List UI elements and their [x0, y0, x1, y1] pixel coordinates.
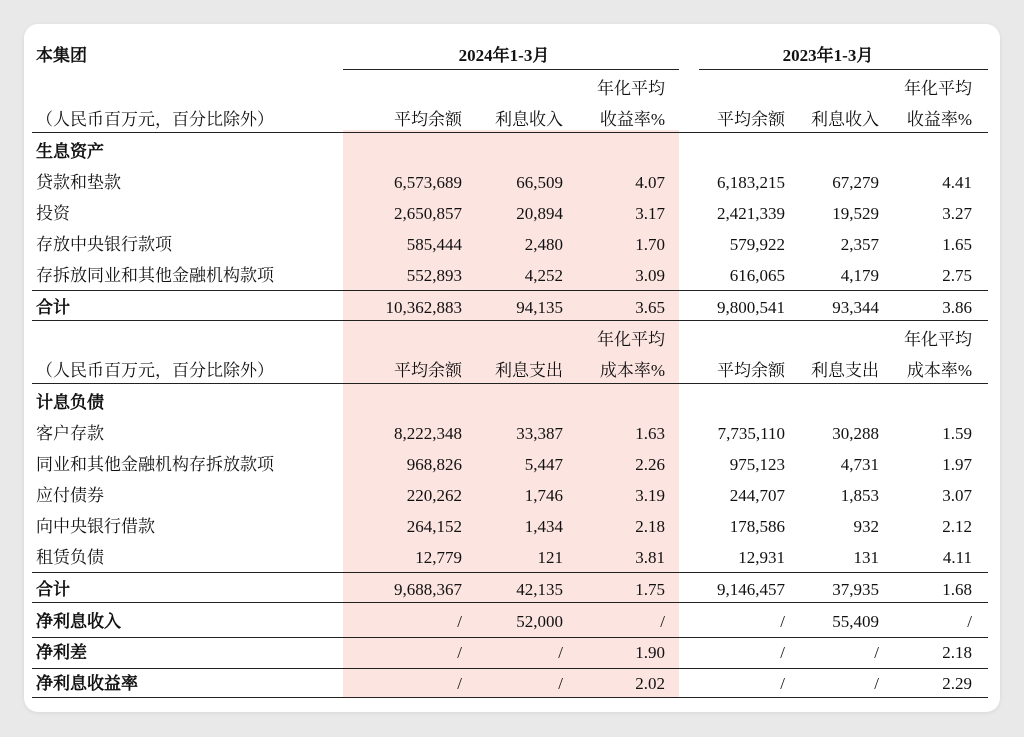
col-header: 平均余额	[394, 361, 462, 380]
col-header: 收益率%	[906, 110, 972, 129]
row-label: 存放中央银行款项	[36, 235, 172, 254]
cell-value: 975,123	[729, 455, 785, 474]
col-header: 利息收入	[495, 110, 563, 129]
cell-value: 33,387	[516, 424, 563, 443]
cell-value: 932	[853, 517, 879, 536]
cell-value: /	[660, 612, 665, 631]
cell-value: 12,931	[738, 548, 785, 567]
cell-value: 30,288	[832, 424, 879, 443]
cell-value: /	[558, 674, 563, 693]
cell-value: 94,135	[516, 298, 563, 317]
cell-value: 52,000	[516, 612, 563, 631]
rule-line	[699, 69, 988, 70]
cell-value: 3.09	[635, 266, 665, 285]
cell-value: 552,893	[406, 266, 462, 285]
cell-value: 67,279	[832, 173, 879, 192]
cell-value: 220,262	[406, 486, 462, 505]
rule-line	[32, 383, 988, 384]
row-label: 向中央银行借款	[36, 517, 155, 536]
cell-value: 4,731	[840, 455, 879, 474]
col-header: 年化平均	[904, 330, 972, 349]
col-header: 利息支出	[811, 361, 879, 380]
cell-value: /	[780, 674, 785, 693]
cell-value: 1.70	[635, 235, 665, 254]
cell-value: 1.75	[635, 580, 665, 599]
col-header: 平均余额	[717, 110, 785, 129]
row-label: 合计	[36, 580, 70, 599]
cell-value: 244,707	[729, 486, 785, 505]
rule-line	[343, 69, 679, 70]
cell-value: 3.81	[635, 548, 665, 567]
cell-value: 6,573,689	[394, 173, 462, 192]
rule-line	[32, 697, 988, 698]
row-label: 净利息收入	[36, 612, 121, 631]
cell-value: 2.75	[942, 266, 972, 285]
cell-value: 2.12	[942, 517, 972, 536]
cell-value: 9,146,457	[717, 580, 785, 599]
cell-value: 1.65	[942, 235, 972, 254]
col-header: 收益率%	[599, 110, 665, 129]
cell-value: 1.59	[942, 424, 972, 443]
unit-note: （人民币百万元，百分比除外）	[36, 110, 274, 129]
cell-value: /	[457, 674, 462, 693]
cell-value: 9,688,367	[394, 580, 462, 599]
cell-value: 4.41	[942, 173, 972, 192]
cell-value: 6,183,215	[717, 173, 785, 192]
cell-value: 131	[853, 548, 879, 567]
cell-value: 93,344	[832, 298, 879, 317]
cell-value: 37,935	[832, 580, 879, 599]
period-2023: 2023年1-3月	[782, 46, 874, 65]
rule-line	[32, 132, 988, 133]
col-header: 利息收入	[811, 110, 879, 129]
cell-value: 2.02	[635, 674, 665, 693]
cell-value: /	[780, 643, 785, 662]
row-label: 存拆放同业和其他金融机构款项	[36, 266, 274, 285]
rule-line	[32, 637, 988, 638]
col-header: 利息支出	[495, 361, 563, 380]
row-label: 投资	[36, 204, 70, 223]
rule-line	[32, 290, 988, 291]
period-2024: 2024年1-3月	[458, 46, 550, 65]
cell-value: 178,586	[729, 517, 785, 536]
cell-value: 4,179	[840, 266, 879, 285]
cell-value: 1.90	[635, 643, 665, 662]
cell-value: 3.19	[635, 486, 665, 505]
cell-value: 55,409	[832, 612, 879, 631]
cell-value: 42,135	[516, 580, 563, 599]
cell-value: 7,735,110	[717, 424, 785, 443]
row-label: 贷款和垫款	[36, 173, 121, 192]
cell-value: 3.07	[942, 486, 972, 505]
row-label: 净利差	[36, 643, 87, 662]
cell-value: 66,509	[516, 173, 563, 192]
cell-value: 616,065	[729, 266, 785, 285]
row-label: 同业和其他金融机构存拆放款项	[36, 455, 274, 474]
col-header: 年化平均	[597, 79, 665, 98]
cell-value: 3.86	[942, 298, 972, 317]
cell-value: 20,894	[516, 204, 563, 223]
rule-line	[32, 602, 988, 603]
cell-value: /	[780, 612, 785, 631]
cell-value: 2.29	[942, 674, 972, 693]
cell-value: 1.97	[942, 455, 972, 474]
cell-value: 1.63	[635, 424, 665, 443]
cell-value: 121	[537, 548, 563, 567]
cell-value: 4.07	[635, 173, 665, 192]
cell-value: /	[967, 612, 972, 631]
cell-value: 579,922	[729, 235, 785, 254]
col-header: 成本率%	[906, 361, 972, 380]
rule-line	[32, 572, 988, 573]
row-label: 净利息收益率	[36, 674, 138, 693]
cell-value: 264,152	[406, 517, 462, 536]
cell-value: 8,222,348	[394, 424, 462, 443]
row-label: 租赁负债	[36, 548, 104, 567]
cell-value: 2.26	[635, 455, 665, 474]
col-header: 平均余额	[394, 110, 462, 129]
col-header: 年化平均	[904, 79, 972, 98]
col-header: 成本率%	[599, 361, 665, 380]
cell-value: 2,650,857	[394, 204, 462, 223]
unit-note: （人民币百万元，百分比除外）	[36, 361, 274, 380]
rule-line	[32, 668, 988, 669]
section-title: 计息负债	[36, 393, 104, 412]
cell-value: 5,447	[524, 455, 563, 474]
cell-value: 4.11	[942, 548, 972, 567]
section-title: 生息资产	[36, 142, 104, 161]
row-label: 客户存款	[36, 424, 104, 443]
row-label: 应付债券	[36, 486, 104, 505]
cell-value: 2,480	[524, 235, 563, 254]
cell-value: 585,444	[406, 235, 462, 254]
cell-value: 10,362,883	[385, 298, 462, 317]
cell-value: 4,252	[524, 266, 563, 285]
cell-value: 1,746	[524, 486, 563, 505]
cell-value: 12,779	[415, 548, 462, 567]
cell-value: /	[558, 643, 563, 662]
cell-value: 2,421,339	[717, 204, 785, 223]
cell-value: 1,853	[840, 486, 879, 505]
cell-value: /	[874, 674, 879, 693]
rule-line	[32, 320, 988, 321]
cell-value: 3.65	[635, 298, 665, 317]
cell-value: 3.17	[635, 204, 665, 223]
col-header: 年化平均	[597, 330, 665, 349]
cell-value: 19,529	[832, 204, 879, 223]
cell-value: /	[457, 643, 462, 662]
cell-value: /	[874, 643, 879, 662]
cell-value: 968,826	[406, 455, 462, 474]
cell-value: 2.18	[942, 643, 972, 662]
cell-value: /	[457, 612, 462, 631]
cell-value: 9,800,541	[717, 298, 785, 317]
cell-value: 1,434	[524, 517, 563, 536]
cell-value: 2.18	[635, 517, 665, 536]
cell-value: 2,357	[840, 235, 879, 254]
group-title: 本集团	[36, 46, 87, 65]
cell-value: 3.27	[942, 204, 972, 223]
col-header: 平均余额	[717, 361, 785, 380]
row-label: 合计	[36, 298, 70, 317]
cell-value: 1.68	[942, 580, 972, 599]
